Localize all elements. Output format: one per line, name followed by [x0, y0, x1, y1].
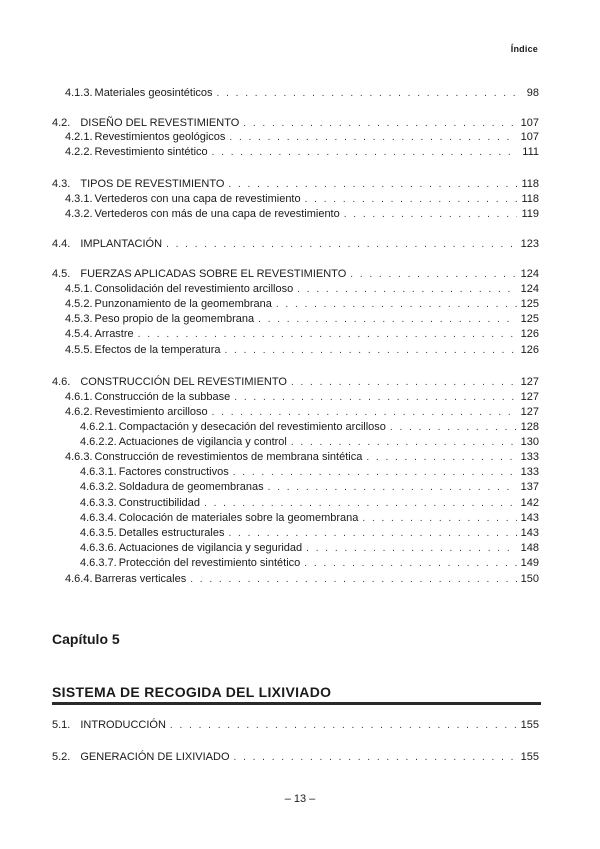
dot-leader [258, 314, 517, 325]
toc-entry-page: 133 [520, 451, 539, 463]
toc-entry-page: 107 [520, 117, 539, 129]
toc-entry-title: GENERACIÓN DE LIXIVIADO [80, 751, 230, 763]
toc-entry[interactable] [0, 298, 600, 312]
toc-entry-number: 4.6.4. [65, 573, 93, 585]
toc-entry-label [65, 328, 134, 340]
toc-entry-page: 142 [520, 497, 539, 509]
dot-leader [212, 407, 517, 418]
toc-entry[interactable] [0, 527, 600, 541]
dot-leader [276, 299, 517, 310]
toc-entry-label [65, 146, 208, 158]
toc-entry-title: Revestimiento arcilloso [94, 406, 208, 418]
chapter-label: Capítulo 5 [52, 631, 120, 647]
toc-entry-number: 4.6.3. [65, 451, 93, 463]
toc-entry-number: 4.3.2. [65, 208, 93, 220]
toc-entry-label [80, 421, 386, 433]
chapter-title-rule [52, 702, 541, 705]
toc-entry-number: 4.6.3.6. [80, 542, 117, 554]
toc-entry-label [65, 131, 225, 143]
toc-entry-page: 98 [526, 87, 539, 99]
toc-entry-page: 125 [520, 298, 539, 310]
toc-entry-number: 4.4. [52, 238, 71, 250]
toc-entry-number: 4.6.3.1. [80, 466, 117, 478]
toc-entry-page: 118 [521, 193, 539, 205]
dot-leader [297, 284, 516, 295]
toc-entry-title: Revestimiento sintético [94, 146, 208, 158]
toc-entry-label [80, 466, 229, 478]
toc-entry-page: 127 [520, 376, 539, 388]
toc-entry-page: 150 [520, 573, 539, 585]
toc-entry[interactable] [0, 542, 600, 556]
toc-entry-page: 137 [520, 481, 539, 493]
dot-leader [268, 482, 517, 493]
toc-entry-page: 111 [522, 146, 539, 158]
toc-entry-label [80, 436, 287, 448]
toc-entry-number: 4.5.1. [65, 283, 93, 295]
toc-entry[interactable] [0, 208, 600, 222]
toc-entry-label [52, 751, 230, 763]
toc-entry-number: 4.2.1. [65, 131, 93, 143]
toc-entry-number: 4.3. [52, 178, 71, 190]
toc-entry-title: Detalles estructurales [118, 527, 225, 539]
toc-entry-page: 123 [520, 238, 539, 250]
toc-entry-title: Vertederos con una capa de revestimiento [94, 193, 301, 205]
toc-entry-label [52, 117, 239, 129]
dot-leader [217, 88, 523, 99]
toc-entry-page: 127 [520, 406, 539, 418]
toc-entry-page: 126 [520, 344, 539, 356]
toc-entry-number: 4.6.3.5. [80, 527, 117, 539]
toc-entry-number: 4.6. [52, 376, 71, 388]
dot-leader [138, 329, 517, 340]
dot-leader [225, 345, 517, 356]
toc-entry-page: 133 [520, 466, 539, 478]
toc-entry-label [80, 527, 224, 539]
toc-entry-title: Punzonamiento de la geomembrana [94, 298, 272, 310]
toc-entry-label [80, 512, 358, 524]
toc-entry-title: Construcción de revestimientos de membrana sintética [94, 451, 363, 463]
dot-leader [190, 574, 516, 585]
toc-entry-number: 4.6.2.1. [80, 421, 117, 433]
toc-entry-title: Compactación y desecación del revestimiento arcilloso [118, 421, 386, 433]
toc-entry-page: 119 [521, 208, 539, 220]
toc-entry[interactable] [0, 421, 600, 435]
toc-entry-number: 4.5. [52, 268, 71, 280]
toc-entry-page: 143 [520, 527, 539, 539]
toc-entry-title: Arrastre [94, 328, 134, 340]
chapter-title: SISTEMA DE RECOGIDA DEL LIXIVIADO [52, 684, 332, 700]
toc-entry-label [65, 283, 293, 295]
toc-entry-title: Protección del revestimiento sintético [118, 557, 301, 569]
toc-entry[interactable] [0, 466, 600, 480]
toc-entry[interactable] [0, 436, 600, 450]
toc-entry[interactable] [0, 512, 600, 526]
toc-entry-title: Soldadura de geomembranas [118, 481, 264, 493]
toc-entry-title: Colocación de materiales sobre la geomembrana [118, 512, 359, 524]
toc-entry-title: Efectos de la temperatura [94, 344, 221, 356]
dot-leader [212, 147, 519, 158]
toc-entry-label [52, 719, 166, 731]
toc-entry-label [65, 406, 208, 418]
toc-entry-number: 4.5.5. [65, 344, 93, 356]
toc-entry-title: DISEÑO DEL REVESTIMIENTO [80, 117, 240, 129]
dot-leader [170, 720, 517, 731]
toc-entry-label [65, 87, 213, 99]
toc-entry-label [65, 193, 301, 205]
dot-leader [234, 752, 517, 763]
toc-entry-title: FUERZAS APLICADAS SOBRE EL REVESTIMIENTO [80, 268, 347, 280]
toc-entry-page: 130 [520, 436, 539, 448]
toc-entry[interactable] [0, 406, 600, 420]
toc-entry[interactable] [0, 719, 600, 733]
toc-entry[interactable] [0, 451, 600, 465]
toc-entry[interactable] [0, 391, 600, 405]
toc-entry[interactable] [0, 87, 600, 101]
toc-entry-label [65, 208, 340, 220]
toc-entry-label [80, 481, 264, 493]
toc-entry[interactable] [0, 481, 600, 495]
toc-entry-title: Constructibilidad [118, 497, 201, 509]
toc-entry[interactable] [0, 117, 600, 131]
dot-leader [291, 437, 517, 448]
toc-entry-page: 124 [520, 283, 539, 295]
dot-leader [229, 132, 516, 143]
toc-entry-page: 125 [520, 313, 539, 325]
toc-entry-page: 126 [520, 328, 539, 340]
toc-entry-number: 4.5.3. [65, 313, 93, 325]
toc-entry-label [80, 542, 302, 554]
toc-entry-title: Actuaciones de vigilancia y seguridad [118, 542, 303, 554]
toc-entry-number: 5.1. [52, 719, 71, 731]
dot-leader [228, 528, 516, 539]
toc-entry[interactable] [0, 313, 600, 327]
dot-leader [234, 392, 516, 403]
page-number: – 13 – [284, 793, 316, 805]
toc-entry-label [65, 391, 230, 403]
toc-entry-number: 4.6.3.7. [80, 557, 117, 569]
toc-entry[interactable] [0, 751, 600, 765]
dot-leader [304, 558, 516, 569]
toc-entry-label [65, 313, 254, 325]
toc-entry-title: Actuaciones de vigilancia y control [118, 436, 287, 448]
toc-entry-label [52, 376, 287, 388]
toc-entry-number: 4.6.2. [65, 406, 93, 418]
dot-leader [243, 118, 516, 129]
toc-entry[interactable] [0, 268, 600, 282]
toc-entry[interactable] [0, 344, 600, 358]
toc-entry-title: Vertederos con más de una capa de revestimiento [94, 208, 340, 220]
toc-entry-page: 127 [520, 391, 539, 403]
toc-entry-page: 143 [520, 512, 539, 524]
dot-leader [228, 179, 517, 190]
toc-entry[interactable] [0, 573, 600, 587]
toc-entry-page: 155 [520, 751, 539, 763]
toc-entry-title: INTRODUCCIÓN [80, 719, 166, 731]
toc-entry-number: 4.3.1. [65, 193, 93, 205]
toc-entry[interactable] [0, 193, 600, 207]
toc-entry-page: 128 [520, 421, 539, 433]
toc-entry-number: 4.6.3.4. [80, 512, 117, 524]
toc-entry-label [65, 451, 362, 463]
toc-entry-number: 4.6.1. [65, 391, 93, 403]
dot-leader [291, 377, 517, 388]
toc-entry-label [65, 573, 186, 585]
toc-entry-title: TIPOS DE REVESTIMIENTO [80, 178, 225, 190]
toc-entry[interactable] [0, 178, 600, 192]
toc-entry[interactable] [0, 131, 600, 145]
toc-entry-number: 4.6.3.2. [80, 481, 117, 493]
toc-entry-label [80, 497, 200, 509]
toc-entry-page: 118 [521, 178, 539, 190]
toc-entry[interactable] [0, 497, 600, 511]
toc-entry[interactable] [0, 328, 600, 342]
toc-entry[interactable] [0, 557, 600, 571]
dot-leader [362, 513, 516, 524]
toc-entry-title: CONSTRUCCIÓN DEL REVESTIMIENTO [80, 376, 287, 388]
toc-entry-label [52, 238, 162, 250]
toc-entry[interactable] [0, 283, 600, 297]
toc-entry-number: 4.2.2. [65, 146, 93, 158]
toc-entry-page: 107 [520, 131, 539, 143]
toc-entry-title: Factores constructivos [118, 466, 229, 478]
toc-entry-label [52, 178, 224, 190]
dot-leader [166, 239, 517, 250]
toc-entry-number: 5.2. [52, 751, 71, 763]
toc-entry-number: 4.6.3.3. [80, 497, 117, 509]
toc-entry-page: 155 [520, 719, 539, 731]
dot-leader [306, 543, 516, 554]
dot-leader [350, 269, 516, 280]
toc-entry-number: 4.6.2.2. [80, 436, 117, 448]
dot-leader [305, 194, 518, 205]
toc-entry-title: Revestimientos geológicos [94, 131, 226, 143]
dot-leader [390, 422, 517, 433]
toc-entry-number: 4.5.2. [65, 298, 93, 310]
toc-entry-title: Materiales geosintéticos [94, 87, 213, 99]
dot-leader [204, 498, 517, 509]
toc-entry-page: 148 [520, 542, 539, 554]
dot-leader [233, 467, 517, 478]
dot-leader [366, 452, 516, 463]
toc-entry-number: 4.1.3. [65, 87, 93, 99]
running-header: Índice [510, 44, 538, 54]
toc-entry-title: Barreras verticales [94, 573, 187, 585]
toc-entry-page: 149 [520, 557, 539, 569]
toc-entry[interactable] [0, 238, 600, 252]
toc-entry-title: IMPLANTACIÓN [80, 238, 163, 250]
toc-entry-page: 124 [520, 268, 539, 280]
toc-entry-title: Consolidación del revestimiento arcilloso [94, 283, 294, 295]
toc-entry-title: Construcción de la subbase [94, 391, 231, 403]
toc-entry-number: 4.5.4. [65, 328, 93, 340]
toc-entry[interactable] [0, 146, 600, 160]
toc-entry[interactable] [0, 376, 600, 390]
toc-entry-label [65, 298, 272, 310]
toc-entry-label [52, 268, 346, 280]
toc-entry-label [80, 557, 300, 569]
dot-leader [344, 209, 518, 220]
toc-entry-label [65, 344, 221, 356]
toc-entry-title: Peso propio de la geomembrana [94, 313, 255, 325]
toc-entry-number: 4.2. [52, 117, 71, 129]
